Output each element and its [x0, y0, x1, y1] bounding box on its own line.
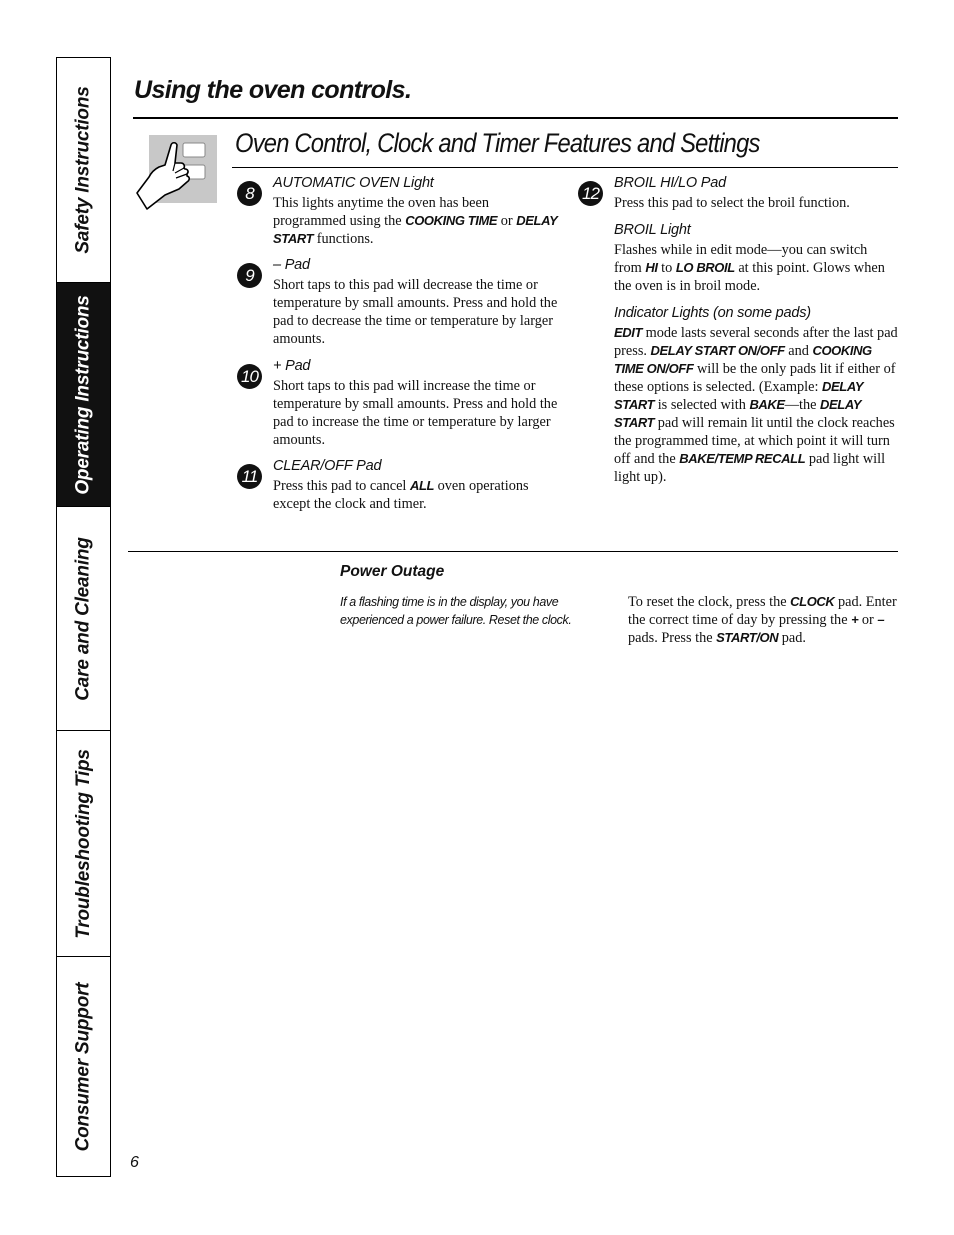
tab-label: Troubleshooting Tips	[72, 748, 94, 939]
item-description: Short taps to this pad will increase the time or temperature by small amounts. Press and hold the pad to increase the time or temperature by larger amounts.	[273, 378, 558, 448]
item-plus-pad	[273, 357, 563, 449]
tab-care-and-cleaning[interactable]	[57, 507, 110, 731]
indicator-lights-heading: Indicator Lights (on some pads)	[614, 305, 811, 321]
item-heading: CLEAR/OFF Pad	[273, 458, 382, 474]
indicator-lights-description: EDIT mode lasts several seconds after the last pad press. DELAY START ON/OFF and COOKING TIME ON/OFF will be the only pads lit if either of these options is selected. (Example: DELAY START is selected with BAKE—the DELAY START pad will remain lit until the clock reaches the programmed time, at which point it will turn off and the BAKE/TEMP RECALL pad light will light up).	[614, 325, 898, 485]
item-heading: AUTOMATIC OVEN Light	[273, 175, 434, 191]
power-outage-reset-instructions: To reset the clock, press the CLOCK pad. Enter the correct time of day by pressing the + or – pads. Press the START/ON pad.	[628, 594, 897, 646]
tab-operating-instructions[interactable]	[57, 283, 110, 507]
callout-number-8: 8	[237, 181, 262, 206]
item-description: Press this pad to cancel ALL oven operations except the clock and timer.	[273, 478, 529, 512]
tab-safety-instructions[interactable]	[57, 58, 110, 283]
broil-light-description: Flashes while in edit mode—you can switch from HI to LO BROIL at this point. Glows when the oven is in broil mode.	[614, 242, 885, 294]
power-outage-heading: Power Outage	[340, 563, 445, 580]
item-description: Short taps to this pad will decrease the time or temperature by small amounts. Press and hold the pad to decrease the time or temperature by larger amounts.	[273, 277, 558, 347]
item-heading: – Pad	[273, 257, 310, 273]
subtitle-divider	[232, 167, 898, 168]
item-description: This lights anytime the oven has been programmed using the COOKING TIME or DELAY START functions.	[273, 195, 558, 247]
tab-label: Safety Instructions	[72, 86, 94, 254]
page-title: Using the oven controls.	[134, 76, 412, 104]
section-divider	[128, 551, 898, 552]
tab-label: Consumer Support	[72, 982, 94, 1151]
broil-light-heading: BROIL Light	[614, 222, 691, 238]
power-outage-description: If a flashing time is in the display, you have experienced a power failure. Reset the clock.	[340, 595, 572, 627]
callout-number-9: 9	[237, 263, 262, 288]
item-description: Press this pad to select the broil function.	[614, 195, 850, 211]
callout-number-10: 10	[237, 364, 262, 389]
title-divider	[133, 117, 898, 119]
hand-pressing-pad-icon	[135, 135, 217, 213]
tab-label: Care and Cleaning	[72, 536, 94, 701]
tab-label: Operating Instructions	[72, 294, 94, 495]
callout-number-11: 11	[237, 464, 262, 489]
item-broil-hi-lo-pad	[614, 174, 898, 486]
item-heading: BROIL HI/LO Pad	[614, 175, 726, 191]
section-tabs	[56, 57, 111, 1177]
tab-troubleshooting-tips[interactable]	[57, 731, 110, 957]
page-number: 6	[130, 1154, 139, 1171]
item-heading: + Pad	[273, 358, 311, 374]
item-clear-off-pad	[273, 457, 563, 513]
callout-number-12: 12	[578, 181, 603, 206]
item-automatic-oven-light	[273, 174, 563, 248]
section-subtitle: Oven Control, Clock and Timer Features and Settings	[235, 128, 760, 158]
item-minus-pad	[273, 256, 563, 348]
tab-consumer-support[interactable]	[57, 957, 110, 1176]
